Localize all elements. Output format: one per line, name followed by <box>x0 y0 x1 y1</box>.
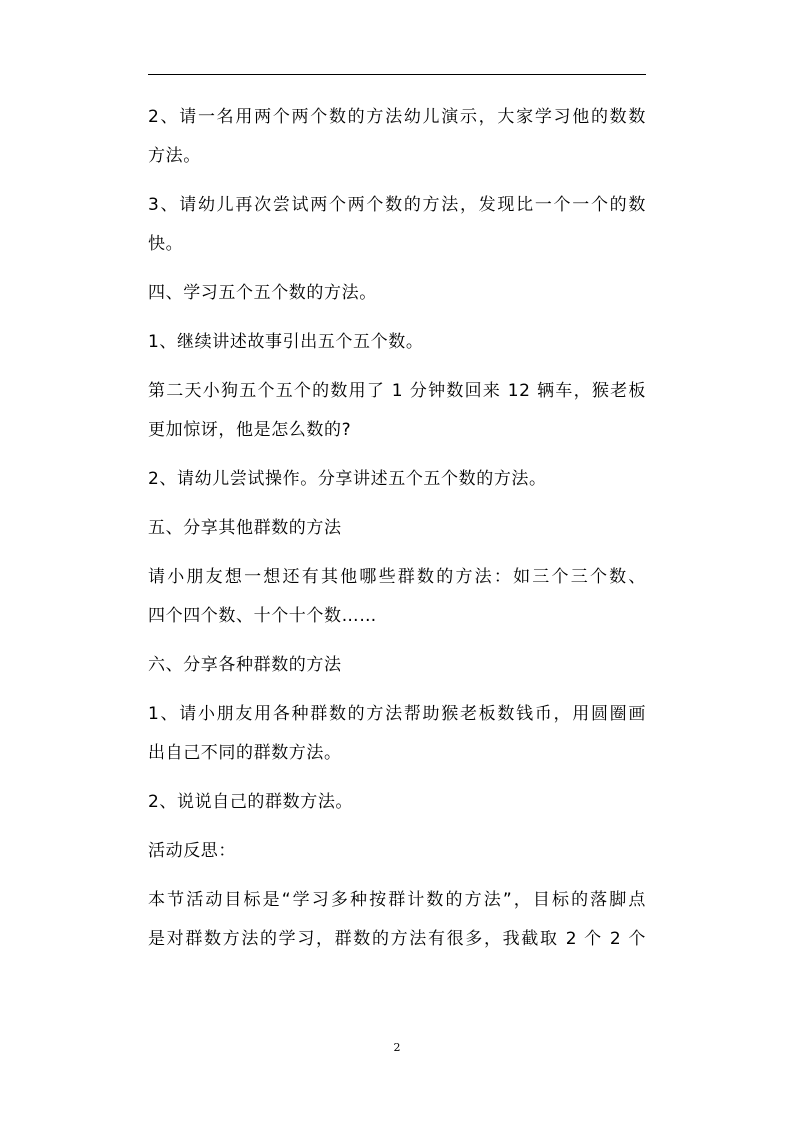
paragraph <box>148 372 646 450</box>
page-number: 2 <box>393 1041 401 1054</box>
paragraph-line: 1、继续讲述故事引出五个五个数。 <box>148 332 424 352</box>
section-heading <box>148 509 646 548</box>
paragraph <box>148 186 646 264</box>
paragraph <box>148 558 646 636</box>
paragraph-line: 方法。 <box>148 146 201 166</box>
paragraph-line: 四、学习五个五个数的方法。 <box>148 283 377 303</box>
paragraph-line: 3、请幼儿再次尝试两个两个数的方法，发现比一个一个的数 <box>148 195 646 215</box>
paragraph <box>148 460 646 499</box>
section-heading <box>148 646 646 685</box>
paragraph-line: 1、请小朋友用各种群数的方法帮助猴老板数钱币，用圆圈画 <box>148 704 646 724</box>
section-heading <box>148 274 646 313</box>
paragraph-line: 是对群数方法的学习，群数的方法有很多，我截取 2 个 2 个 <box>148 929 646 949</box>
paragraph-line: 2、请幼儿尝试操作。分享讲述五个五个数的方法。 <box>148 469 547 489</box>
paragraph-line: 2、请一名用两个两个数的方法幼儿演示，大家学习他的数数 <box>148 107 646 127</box>
paragraph-line: 更加惊讶，他是怎么数的? <box>148 420 352 440</box>
paragraph <box>148 881 646 959</box>
header-rule <box>148 74 646 75</box>
section-heading <box>148 832 646 871</box>
paragraph-line: 本节活动目标是“学习多种按群计数的方法”，目标的落脚点 <box>148 890 646 910</box>
document-body <box>148 98 646 959</box>
paragraph-line: 四个四个数、十个十个数…… <box>148 606 377 626</box>
paragraph-line: 第二天小狗五个五个的数用了 1 分钟数回来 12 辆车，猴老板 <box>148 381 646 401</box>
paragraph <box>148 323 646 362</box>
paragraph-line: 2、说说自己的群数方法。 <box>148 792 354 812</box>
paragraph-line: 请小朋友想一想还有其他哪些群数的方法：如三个三个数、 <box>148 567 646 587</box>
paragraph <box>148 695 646 773</box>
paragraph-line: 五、分享其他群数的方法 <box>148 518 342 538</box>
paragraph <box>148 98 646 176</box>
paragraph <box>148 783 646 822</box>
paragraph-line: 活动反思： <box>148 841 236 861</box>
paragraph-line: 六、分享各种群数的方法 <box>148 655 342 675</box>
paragraph-line: 快。 <box>148 234 184 254</box>
paragraph-line: 出自己不同的群数方法。 <box>148 743 342 763</box>
